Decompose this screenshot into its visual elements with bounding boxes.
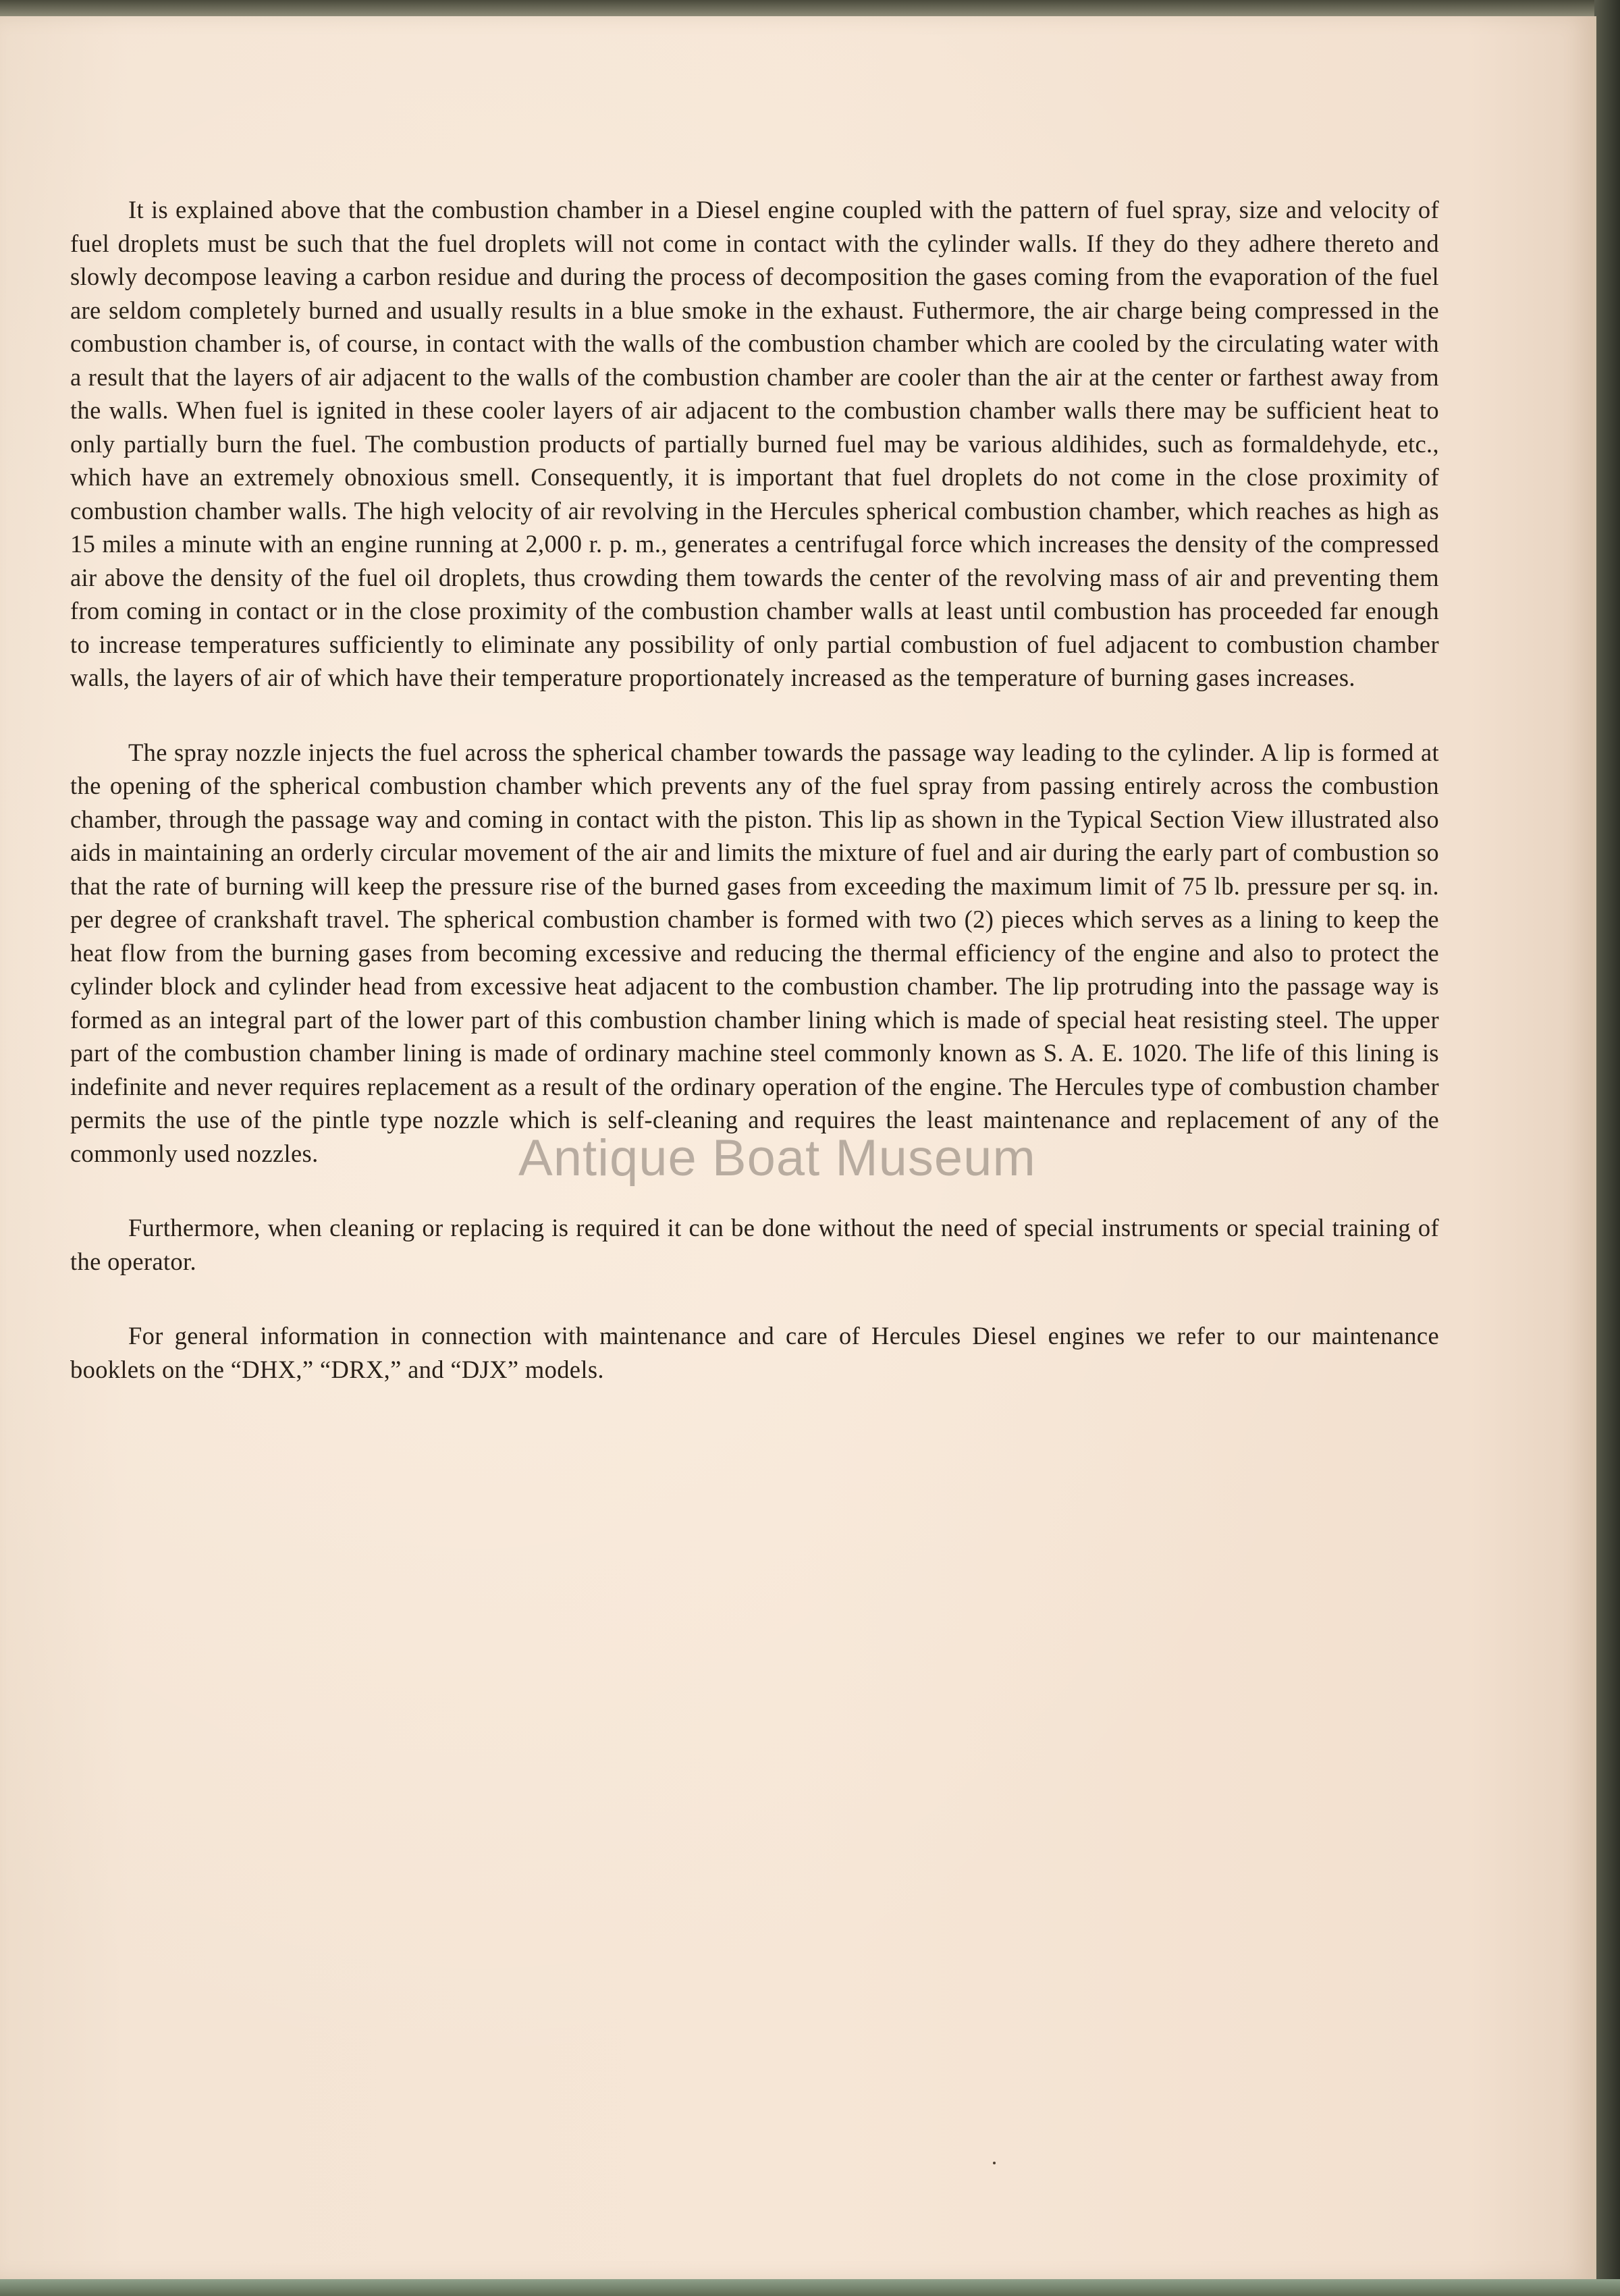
scan-right-edge	[1594, 0, 1620, 2296]
paragraph-cleaning: Furthermore, when cleaning or replacing is required it can be done without the need of special instruments or special training of the operator.	[70, 1214, 1439, 1275]
body-text	[70, 193, 1439, 1386]
paragraph-combustion-chamber: It is explained above that the combustion chamber in a Diesel engine coupled with the pattern of fuel spray, size and velocity of fuel droplets must be such that the fuel droplets will not come in contact with the cylinder walls. If they do they adhere thereto and slowly decompose leaving a carbon residue and during the process of decomposition the gases coming from the evaporation of the fuel are seldom completely burned and usually results in a blue smoke in the exhaust. Futhermore, the air charge being compressed in the combustion chamber is, of course, in contact with the walls of the combustion chamber which are cooled by the circulating water with a result that the layers of air adjacent to the walls of the combustion chamber are cooler than the air at the center or farthest away from the walls. When fuel is ignited in these cooler layers of air adjacent to the combustion chamber walls there may be sufficient heat to only partially burn the fuel. The combustion products of partially burned fuel may be various aldihides, such as formaldehyde, etc., which have an extremely obnoxious smell. Consequently, it is important that fuel droplets do not come in the close proximity of combustion chamber walls. The high velocity of air revolving in the Hercules spherical combustion chamber, which reaches as high as 15 miles a minute with an engine running at 2,000 r. p. m., generates a centrifugal force which increases the density of the compressed air above the density of the fuel oil droplets, thus crowding them towards the center of the revolving mass of air and preventing them from coming in contact or in the close proximity of the combustion chamber walls at least until combustion has proceeded far enough to increase temperatures sufficiently to eliminate any possibility of only partial combustion of fuel adjacent to combustion chamber walls, the layers of air of which have their temperature proportionately increased as the temperature of burning gases increases.	[70, 196, 1439, 691]
paragraph-maintenance-booklets: For general information in connection with maintenance and care of Hercules Diesel engines we refer to our maintenance booklets on the “DHX,” “DRX,” and “DJX” models.	[70, 1322, 1439, 1383]
scan-bottom-edge	[0, 2279, 1620, 2296]
paper-speck	[993, 2162, 996, 2164]
watermark-text: Antique Boat Museum	[518, 1129, 1036, 1187]
paragraph-spray-nozzle: The spray nozzle injects the fuel across the spherical chamber towards the passage way leading to the cylinder. A lip is formed at the opening of the spherical combustion chamber which prevents any of the fuel spray from passing entirely across the combustion chamber, through the passage way and coming in contact with the piston. This lip as shown in the Typical Section View illustrated also aids in maintaining an orderly circular movement of the air and limits the mixture of fuel and air during the early part of combustion so that the rate of burning will keep the pressure rise of the burned gases from exceeding the maximum limit of 75 lb. pressure per sq. in. per degree of crankshaft travel. The spherical combustion chamber is formed with two (2) pieces which serves as a lining to keep the heat flow from the burning gases from becoming excessive and reducing the thermal efficiency of the engine and also to protect the cylinder block and cylinder head from excessive heat adjacent to the combustion chamber. The lip protruding into the passage way is formed as an integral part of the lower part of this combustion chamber lining which is made of special heat resisting steel. The upper part of the combustion chamber lining is made of ordinary machine steel commonly known as S. A. E. 1020. The life of this lining is indefinite and never requires replacement as a result of the ordinary operation of the engine. The Hercules type of combustion chamber permits the use of the pintle type nozzle which is self-cleaning and requires the least maintenance and replacement of any of the commonly used nozzles.	[70, 738, 1439, 1167]
